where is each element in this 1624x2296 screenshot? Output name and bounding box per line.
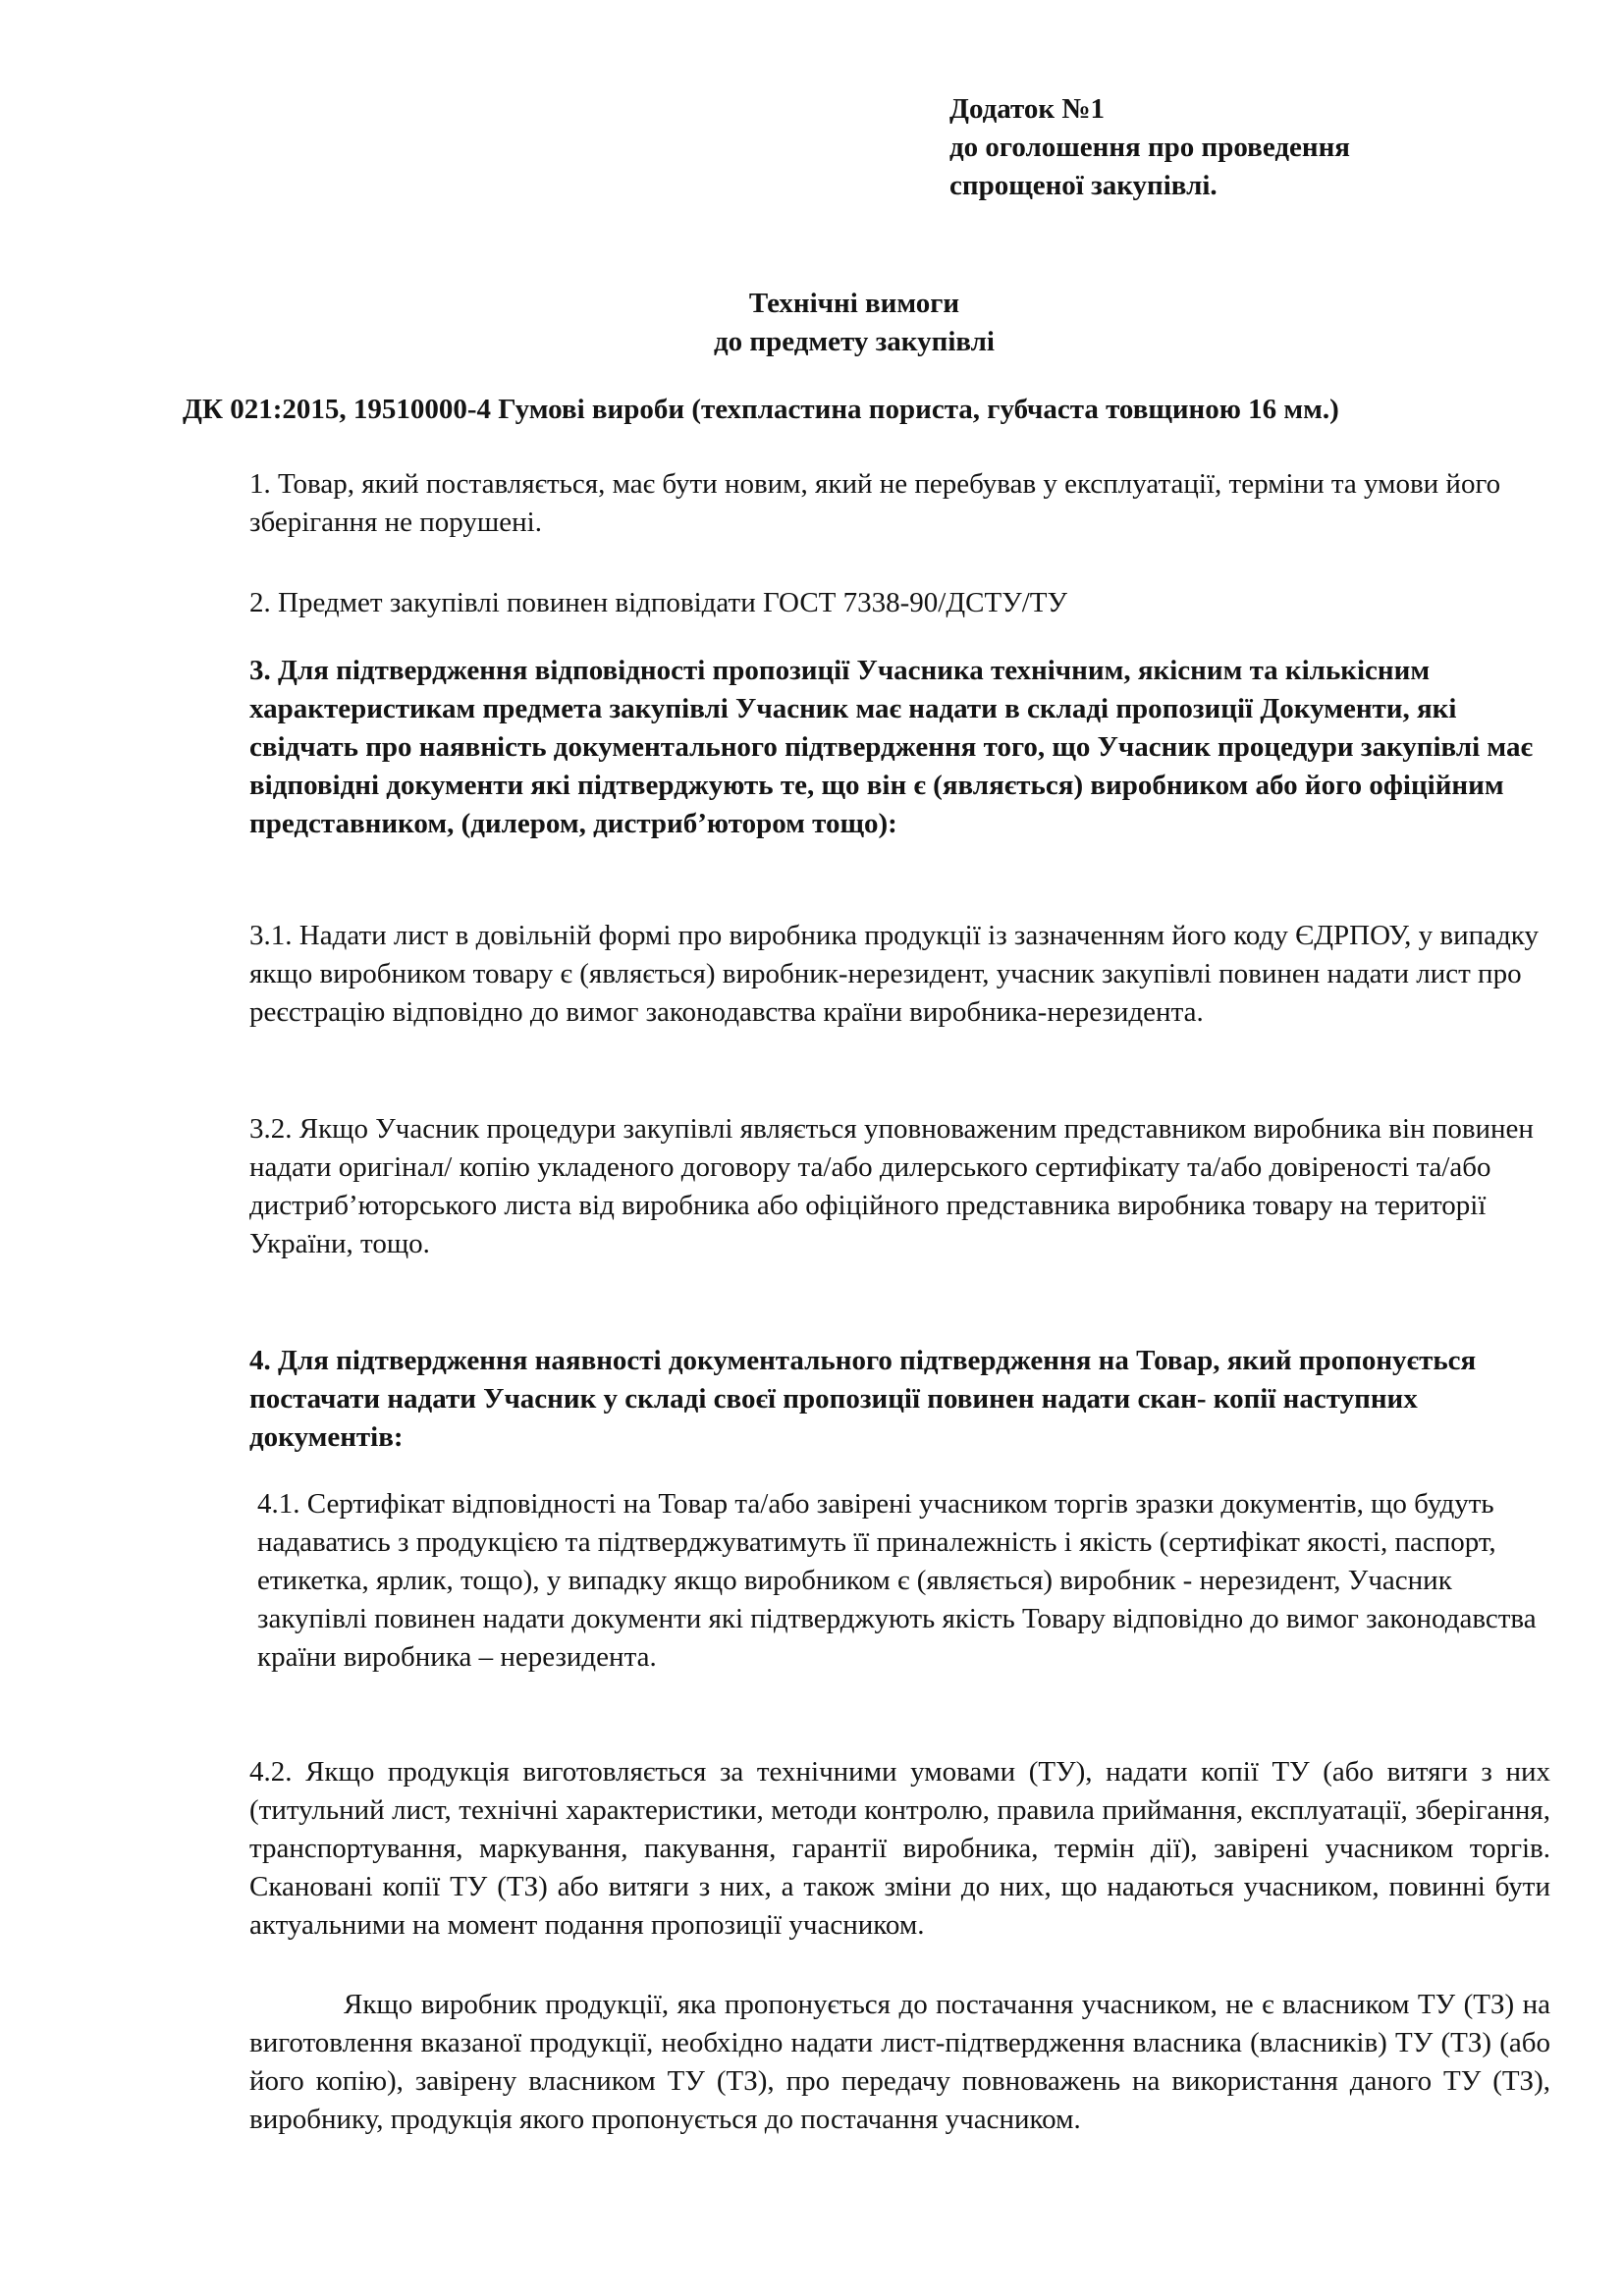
item-2: 2. Предмет закупівлі повинен відповідати ГОСТ 7338-90/ДСТУ/ТУ: [249, 587, 1068, 618]
item-4: 4. Для підтвердження наявності документального підтвердження на Товар, який пропонується постачати надати Учасник у складі своєї пропозиції повинен надати скан- копії наступних документів:: [249, 1345, 1477, 1453]
annex-procurement-type: спрощеної закупівлі.: [949, 170, 1218, 201]
item-1: 1. Товар, який поставляється, має бути новим, який не перебував у експлуатації, терміни та умови його зберігання не порушені.: [249, 468, 1501, 538]
item-3-2: 3.2. Якщо Учасник процедури закупівлі являється уповноваженим представником виробника він повинен надати оригінал/ копію укладеного договору та/або дилерського сертифікату та/або довіреності та/або дистриб’юторського листа від виробника або офіційного представника виробника товару на території України, тощо.: [249, 1113, 1534, 1259]
item-4-1: 4.1. Сертифікат відповідності на Товар та/або завірені учасником торгів зразки документів, що будуть надаватись з продукцією та підтверджуватимуть її приналежність і якість (сертифікат якості, паспорт, етикетка, ярлик, тощо), у випадку якщо виробником є (являється) виробник - нерезидент, Учасник закупівлі повинен надати документи які підтверджують якість Товару відповідно до вимог законодавства країни виробника – нерезидента.: [257, 1488, 1537, 1673]
procurement-subject: ДК 021:2015, 19510000-4 Гумові вироби (техпластина пориста, губчаста товщиною 16 мм.): [183, 394, 1339, 425]
item-3-1: 3.1. Надати лист в довільній формі про виробника продукції із зазначенням його коду ЄДРПОУ, у випадку якщо виробником товару є (являється) виробник-нерезидент, учасник закупівлі повинен надати лист про реєстрацію відповідно до вимог законодавства країни виробника-нерезидента.: [249, 920, 1539, 1028]
annex-header: [949, 90, 1350, 205]
title-line-1: Технічні вимоги: [748, 288, 960, 319]
item-4-3: Якщо виробник продукції, яка пропонується до постачання учасником, не є власником ТУ (ТЗ) на виготовлення вказаної продукції, необхідно надати лист-підтвердження власника (власників) ТУ (ТЗ) (або його копію), завірену власником ТУ (ТЗ), про передачу повноважень на використання даного ТУ (ТЗ), виробнику, продукція якого пропонується до постачання учасником.: [249, 1989, 1550, 2135]
title-line-2: до предмету закупівлі: [714, 326, 995, 357]
annex-reference: до оголошення про проведення: [949, 132, 1350, 163]
annex-number: Додаток №1: [949, 93, 1105, 125]
item-3: 3. Для підтвердження відповідності пропозиції Учасника технічним, якісним та кількісним характеристикам предмета закупівлі Учасник має надати в складі пропозиції Документи, які свідчать про наявність документального підтвердження того, що Учасник процедури закупівлі має відповідні документи які підтверджують те, що він є (являється) виробником або його офіційним представником, (дилером, дистриб’ютором тощо):: [249, 655, 1533, 839]
item-4-2: 4.2. Якщо продукція виготовляється за технічними умовами (ТУ), надати копії ТУ (або витяги з них (титульний лист, технічні характеристики, методи контролю, правила приймання, експлуатації, зберігання, транспортування, маркування, пакування, гарантії виробника, термін дії), завірені учасником торгів. Скановані копії ТУ (ТЗ) або витяги з них, а також зміни до них, що надаються учасником, повинні бути актуальними на момент подання пропозиції учасником.: [249, 1756, 1550, 1941]
document-title: [0, 285, 1624, 361]
